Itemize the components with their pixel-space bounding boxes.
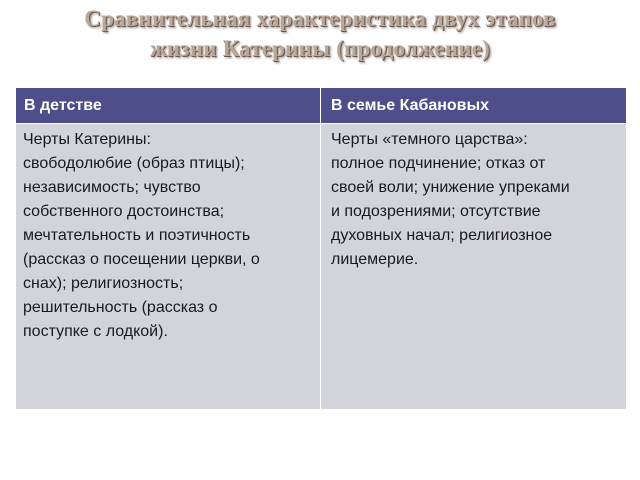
header-kabanov-family: В семье Кабановых xyxy=(321,88,626,123)
comparison-table xyxy=(16,88,626,409)
cell-childhood-traits: Черты Катерины: свободолюбие (образ птицы); независимость; чувство собственного достоинства; мечтательность и поэтичность (рассказ о посещении церкви, о снах); религиозность; решительность (рассказ о поступке с лодкой). xyxy=(16,124,321,409)
slide-title-line-1: Сравнительная характеристика двух этапов xyxy=(84,6,556,31)
slide-title xyxy=(0,4,640,64)
table-header-row xyxy=(16,88,626,123)
cell-dark-kingdom-traits: Черты «темного царства»: полное подчинение; отказ от своей воли; унижение упреками и подозрениями; отсутствие духовных начал; религиозное лицемерие. xyxy=(321,124,626,409)
slide-title-line-2: жизни Катерины (продолжение) xyxy=(149,36,491,61)
table-row xyxy=(16,124,626,409)
header-childhood: В детстве xyxy=(16,88,321,123)
